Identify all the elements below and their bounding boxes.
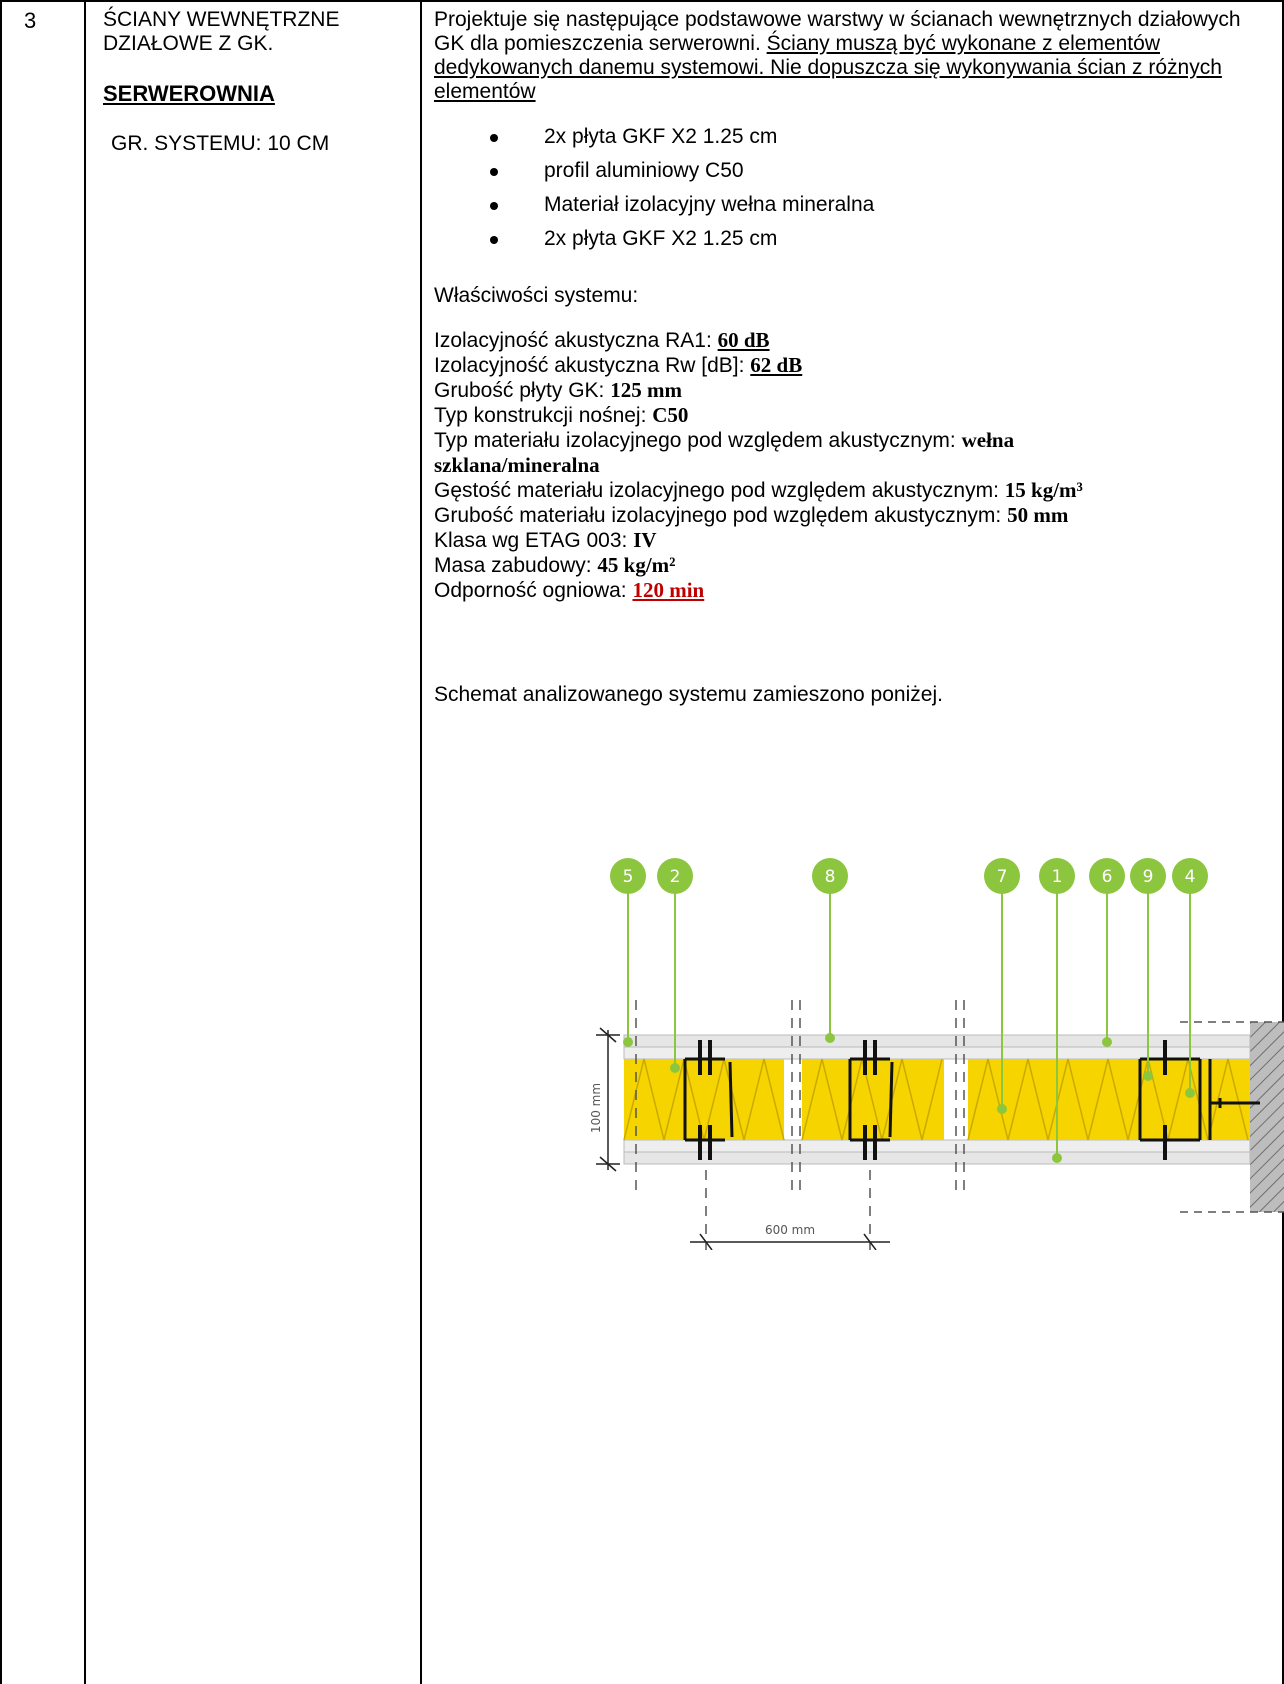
- row-number: 3: [24, 8, 37, 33]
- dimension-spacing-label: 600 mm: [764, 1223, 816, 1237]
- property-row: Typ materiału izolacyjnego pod względem akustycznym: wełna: [434, 428, 1015, 452]
- callout-label: 4: [1184, 867, 1196, 887]
- list-item: profil aluminiowy C50: [484, 154, 1274, 188]
- intro-requirement: Ściany muszą być wykonane z elementów dedykowanych danemu systemowi. Nie dopuszcza się wykonywania ścian z różnych elementów: [434, 32, 1222, 103]
- list-item: 2x płyta GKF X2 1.25 cm: [484, 222, 1274, 256]
- properties-list: [434, 328, 1274, 603]
- callout-label: 6: [1101, 867, 1113, 887]
- insulation-core: [624, 1059, 1250, 1140]
- callout-label: 1: [1051, 867, 1063, 887]
- callouts: [610, 858, 1208, 894]
- property-row: szklana/mineralna: [434, 453, 600, 477]
- callout-label: 9: [1142, 867, 1154, 887]
- table-top-border: [0, 0, 1284, 2]
- existing-wall: [1250, 1022, 1284, 1212]
- callout-label: 2: [669, 867, 681, 887]
- property-row: Izolacyjność akustyczna Rw [dB]: 62 dB: [434, 353, 803, 377]
- callout-label: 5: [622, 867, 634, 887]
- specification-cell: [434, 8, 1274, 707]
- schema-note: Schemat analizowanego systemu zamieszono poniżej.: [434, 683, 943, 706]
- property-row: Odporność ogniowa: 120 min: [434, 578, 705, 602]
- column-divider-1: [84, 0, 86, 1684]
- dimension-height-label: 100 mm: [589, 1082, 603, 1134]
- column-divider-2: [420, 0, 422, 1684]
- bullet-icon: [490, 134, 498, 142]
- element-description-cell: [103, 8, 403, 156]
- list-item: Materiał izolacyjny wełna mineralna: [484, 188, 1274, 222]
- room-name: SERWEROWNIA: [103, 81, 275, 106]
- callout-label: 8: [824, 867, 836, 887]
- property-row: Izolacyjność akustyczna RA1: 60 dB: [434, 328, 770, 352]
- wall-system-diagram: [560, 850, 1284, 1250]
- property-row: Grubość płyty GK: 125 mm: [434, 378, 682, 402]
- intro-plain: Projektuje się następujące podstawowe warstwy w ścianach wewnętrznych działowych GK dla pomieszczenia serwerowni.: [434, 8, 1241, 55]
- wall-type-title-line1: ŚCIANY WEWNĘTRZNE: [103, 8, 340, 31]
- bullet-icon: [490, 168, 498, 176]
- wall-type-title-line2: DZIAŁOWE Z GK.: [103, 32, 274, 55]
- layer-list: [434, 120, 1274, 256]
- property-row: Masa zabudowy: 45 kg/m²: [434, 553, 676, 577]
- bullet-icon: [490, 202, 498, 210]
- property-row: Gęstość materiału izolacyjnego pod względem akustycznym: 15 kg/m³: [434, 478, 1083, 502]
- table-left-border: [0, 0, 2, 1684]
- property-row: Klasa wg ETAG 003: IV: [434, 528, 657, 552]
- property-row: Typ konstrukcji nośnej: C50: [434, 403, 689, 427]
- property-row: Grubość materiału izolacyjnego pod względem akustycznym: 50 mm: [434, 503, 1069, 527]
- list-item: 2x płyta GKF X2 1.25 cm: [484, 120, 1274, 154]
- system-thickness: GR. SYSTEMU: 10 CM: [111, 132, 330, 155]
- properties-title: Właściwości systemu:: [434, 284, 639, 307]
- bullet-icon: [490, 236, 498, 244]
- intro-paragraph: [434, 8, 1274, 104]
- wall-section-drawing: [560, 850, 1284, 1250]
- callout-label: 7: [996, 867, 1008, 887]
